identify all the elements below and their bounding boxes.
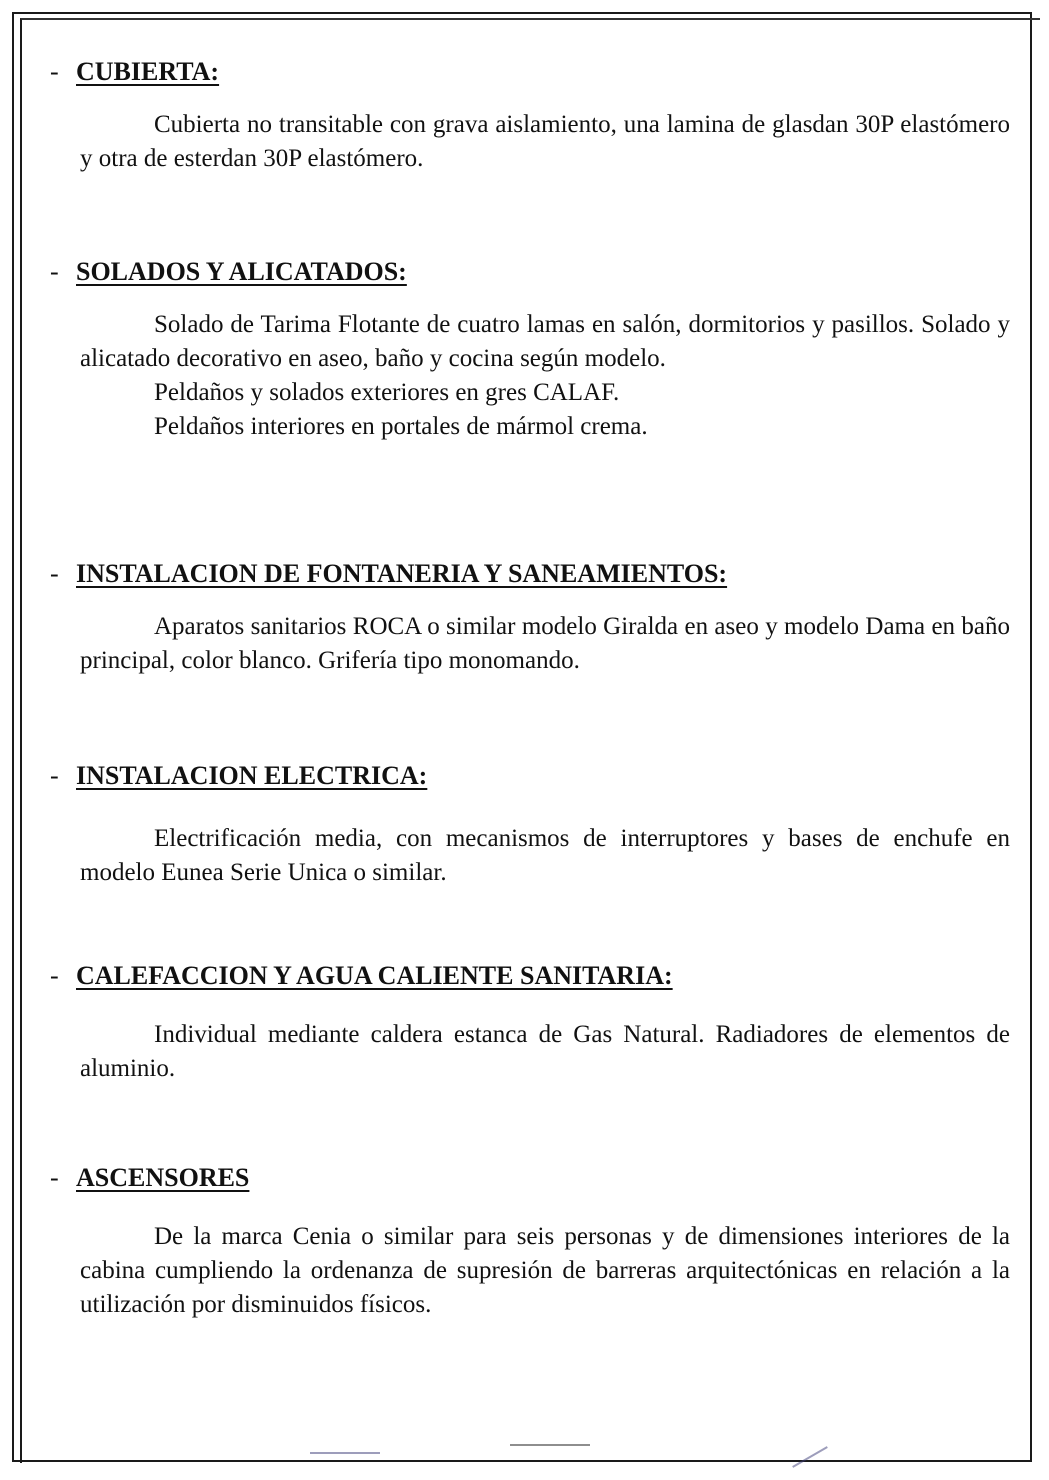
section-solados: [50, 256, 1010, 444]
section-body: [80, 1220, 1010, 1322]
section-title: CUBIERTA:: [76, 57, 220, 86]
section-fontaneria: [50, 558, 1010, 678]
section-heading: [50, 1162, 1010, 1194]
section-title: INSTALACION DE FONTANERIA Y SANEAMIENTOS:: [76, 559, 728, 588]
section-cubierta: [50, 56, 1010, 176]
section-heading: [50, 256, 1010, 288]
section-body: [80, 1018, 1010, 1086]
paragraph: Individual mediante caldera estanca de Gas Natural. Radiadores de elementos de aluminio.: [80, 1021, 1010, 1082]
paragraph: De la marca Cenia o similar para seis personas y de dimensiones interiores de la cabina cumpliendo la ordenanza de supresión de barreras arquitectónicas en relación a la utilización por disminuidos físicos.: [80, 1223, 1010, 1318]
section-body: [80, 610, 1010, 678]
bullet-dash: -: [50, 57, 59, 86]
paragraph: Cubierta no transitable con grava aislamiento, una lamina de glasdan 30P elastómero y otra de esterdan 30P elastómero.: [80, 111, 1010, 172]
bullet-dash: -: [50, 761, 59, 790]
section-title: CALEFACCION Y AGUA CALIENTE SANITARIA:: [76, 961, 673, 990]
ink-mark: [510, 1444, 590, 1446]
bullet-dash: -: [50, 961, 59, 990]
paragraph: Peldaños y solados exteriores en gres CALAF.: [154, 379, 620, 406]
paragraph: Peldaños interiores en portales de mármol crema.: [154, 413, 648, 440]
section-heading: [50, 558, 1010, 590]
section-body: [80, 308, 1010, 444]
paragraph: Electrificación media, con mecanismos de interruptores y bases de enchufe en modelo Eunea Serie Unica o similar.: [80, 825, 1010, 886]
bullet-dash: -: [50, 257, 59, 286]
section-heading: [50, 960, 1010, 992]
section-ascensores: [50, 1162, 1010, 1322]
section-body: [80, 108, 1010, 176]
section-electrica: [50, 760, 1010, 890]
section-heading: [50, 760, 1010, 792]
section-body: [80, 822, 1010, 890]
paragraph: Aparatos sanitarios ROCA o similar modelo Giralda en aseo y modelo Dama en baño principal, color blanco. Grifería tipo monomando.: [80, 613, 1010, 674]
bullet-dash: -: [50, 559, 59, 588]
ink-mark: [310, 1452, 380, 1454]
bullet-dash: -: [50, 1163, 59, 1192]
paragraph: Solado de Tarima Flotante de cuatro lamas en salón, dormitorios y pasillos. Solado y alicatado decorativo en aseo, baño y cocina según modelo.: [80, 311, 1010, 372]
section-title: ASCENSORES: [76, 1163, 250, 1192]
section-calefaccion: [50, 960, 1010, 1086]
section-title: INSTALACION ELECTRICA:: [76, 761, 428, 790]
section-heading: [50, 56, 1010, 88]
section-title: SOLADOS Y ALICATADOS:: [76, 257, 407, 286]
